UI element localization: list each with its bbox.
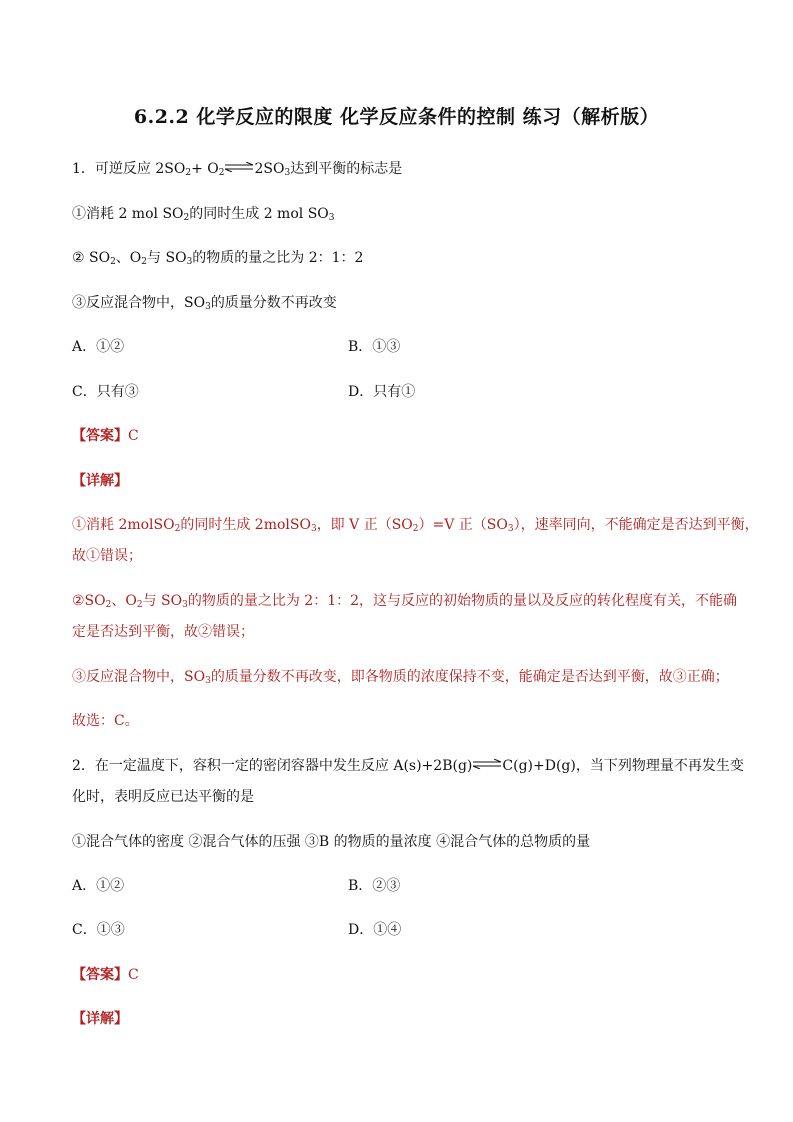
q1-detail-heading: 【详解】 <box>72 473 128 489</box>
q1-detail-2-cont: 定是否达到平衡，故②错误； <box>72 624 254 640</box>
q1-detail-3: ③反应混合物中，$SO_3$的质量分数不再改变，即各物质的浓度保持不变，能确定是否达到平衡，故③正确； <box>72 669 729 686</box>
q1-statement-2: ② $SO_2$、$O_2$与 $SO_3$的物质的量之比为 2：1：2 <box>72 250 364 267</box>
q2-detail-heading: 【详解】 <box>72 1011 128 1027</box>
equilibrium-arrow-icon <box>224 162 254 172</box>
q1-detail-1-cont: 故①错误； <box>72 548 142 564</box>
q2-option-d: D．①④ <box>348 922 402 938</box>
q1-answer: 【答案】C <box>72 428 139 444</box>
q1-detail-2: $②SO_2$、$O_2$与 $SO_3$的物质的量之比为 2：1：2，这与反应的初始物质的量以及反应的转化程度有关，不能确 <box>72 593 738 610</box>
q1-detail-1: ①消耗 2molSO$_2$的同时生成 2molSO$_3$，即 V 正$(SO_2)=V$ 正$(SO_3)$，速率同向，不能确定是否达到平衡， <box>72 517 759 534</box>
q2-stem: 2．在一定温度下，容积一定的密闭容器中发生反应 A(s)+2B(g) C(g)+D(g)，当下列物理量不再发生变 <box>72 758 744 774</box>
q2-stem-cont: 化时，表明反应已达平衡的是 <box>72 789 254 805</box>
q1-detail-conclusion: 故选：C。 <box>72 713 139 729</box>
q1-stem: 1．可逆反应 $2SO_2+ O_2$ $2SO_3$达到平衡的标志是 <box>72 161 403 178</box>
q2-items: ①混合气体的密度 ②混合气体的压强 ③B 的物质的量浓度 ④混合气体的总物质的量 <box>72 834 591 850</box>
q2-answer: 【答案】C <box>72 967 139 983</box>
q1-option-b: B．①③ <box>348 339 401 355</box>
q1-option-d: D．只有① <box>348 384 416 400</box>
q2-option-b: B．②③ <box>348 878 401 894</box>
q1-statement-1: ①消耗 2 mol $SO_2$的同时生成 2 mol $SO_3$ <box>72 206 335 223</box>
q2-option-a: A．①② <box>72 878 125 894</box>
page-title: 6.2.2 化学反应的限度 化学反应条件的控制 练习（解析版） <box>133 106 660 128</box>
equilibrium-arrow-icon <box>472 759 502 769</box>
q1-statement-3: ③反应混合物中，$SO_3$的质量分数不再改变 <box>72 295 337 312</box>
q1-option-a: A．①② <box>72 339 125 355</box>
q1-option-c: C．只有③ <box>72 384 139 400</box>
q2-option-c: C．①③ <box>72 922 125 938</box>
